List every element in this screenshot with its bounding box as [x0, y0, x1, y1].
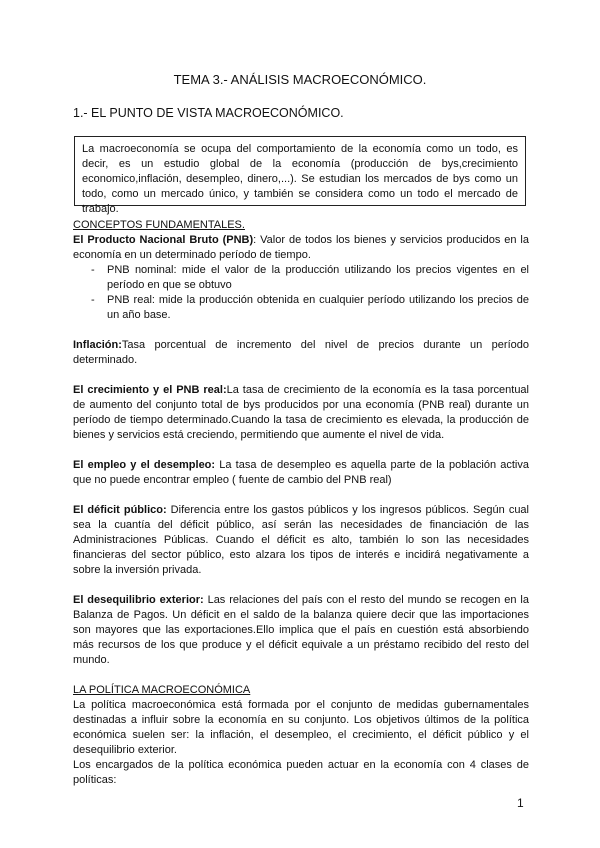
desequilibrio-text: Las relaciones del país con el resto del mundo se recogen en la Balanza de Pagos. Un déficit en el saldo de la balanza quiere decir que las importaciones son mayores que las exportaciones.Ello implica que el país en cuestión está absorbiendo más recursos de los que produce y el déficit equivale a un préstamo recibido del resto del mundo.: [73, 594, 529, 666]
politica-paragraph-2: Los encargados de la política económica pueden actuar en la economía con 4 clases de políticas:: [73, 759, 529, 786]
empleo-paragraph: [73, 458, 529, 488]
crecimiento-text: La tasa de crecimiento de la economía es la tasa porcentual de aumento del conjunto total de bys producidos por una economía (PNB real) durante un período de tiempo determinado.Cuando la tasa de crecimiento es elevada, la producción de bienes y servicios está creciendo, permitiendo que aumente el nivel de vida.: [73, 384, 529, 441]
pnb-list: [73, 263, 529, 323]
intro-text: La macroeconomía se ocupa del comportamiento de la economía como un todo, es decir, es un estudio global de la economía (producción de bys,crecimiento economico,inflación, desempleo, dinero,...). Se estudian los mercados de bys como un todo, como un mercado único, y también se considera como un todo el mercado de trabajo.: [82, 143, 518, 215]
pnb-term: El Producto Nacional Bruto (PNB): [73, 234, 254, 246]
deficit-text: Diferencia entre los gastos públicos y los ingresos públicos. Según cual sea la cuantía del déficit público, así serán las necesidades de financiación de las Administraciones Públicas. Cuando el déficit es alto, también lo son las necesidades financieras del sector público, esto alzara los tipos de interés e incidirá negativamente a sobre la inversión privada.: [73, 504, 529, 576]
section-heading: 1.- EL PUNTO DE VISTA MACROECONÓMICO.: [73, 106, 344, 120]
pnb-paragraph: [73, 233, 529, 263]
empleo-text: La tasa de desempleo es aquella parte de la población activa que no puede encontrar empleo ( fuente de cambio del PNB real): [73, 459, 529, 486]
intro-box: [74, 136, 526, 215]
inflacion-paragraph: [73, 338, 529, 368]
inflacion-term: Inflación:: [73, 339, 122, 351]
page-number: 1: [517, 796, 524, 810]
desequilibrio-term: El desequilibrio exterior:: [73, 594, 204, 606]
deficit-paragraph: [73, 503, 529, 578]
pnb-text: : Valor de todos los bienes y servicios producidos en la economía en un determinado período de tiempo.: [73, 234, 529, 261]
page-title: TEMA 3.- ANÁLISIS MACROECONÓMICO.: [173, 72, 427, 87]
crecimiento-term: El crecimiento y el PNB real:: [73, 384, 227, 396]
desequilibrio-paragraph: [73, 593, 529, 668]
politica-paragraph-1: La política macroeconómica está formada por el conjunto de medidas gubernamentales destinadas a influir sobre la economía en su conjunto. Los objetivos últimos de la política económica suelen ser: la inflación, el desempleo, el crecimiento, el déficit público y el desequilibrio exterior.: [73, 699, 529, 756]
list-item: - PNB real: mide la producción obtenida en cualquier período utilizando los precios de un año base.: [73, 293, 529, 323]
main-content: [73, 218, 529, 788]
list-item: - PNB nominal: mide el valor de la producción utilizando los precios vigentes en el período en que se obtuvo: [73, 263, 529, 293]
politica-heading: LA POLÍTICA MACROECONÓMICA: [73, 684, 251, 696]
inflacion-text: Tasa porcentual de incremento del nivel de precios durante un período determinado.: [73, 339, 529, 366]
conceptos-heading: CONCEPTOS FUNDAMENTALES.: [73, 219, 245, 231]
crecimiento-paragraph: [73, 383, 529, 443]
empleo-term: El empleo y el desempleo:: [73, 459, 216, 471]
deficit-term: El déficit público:: [73, 504, 167, 516]
